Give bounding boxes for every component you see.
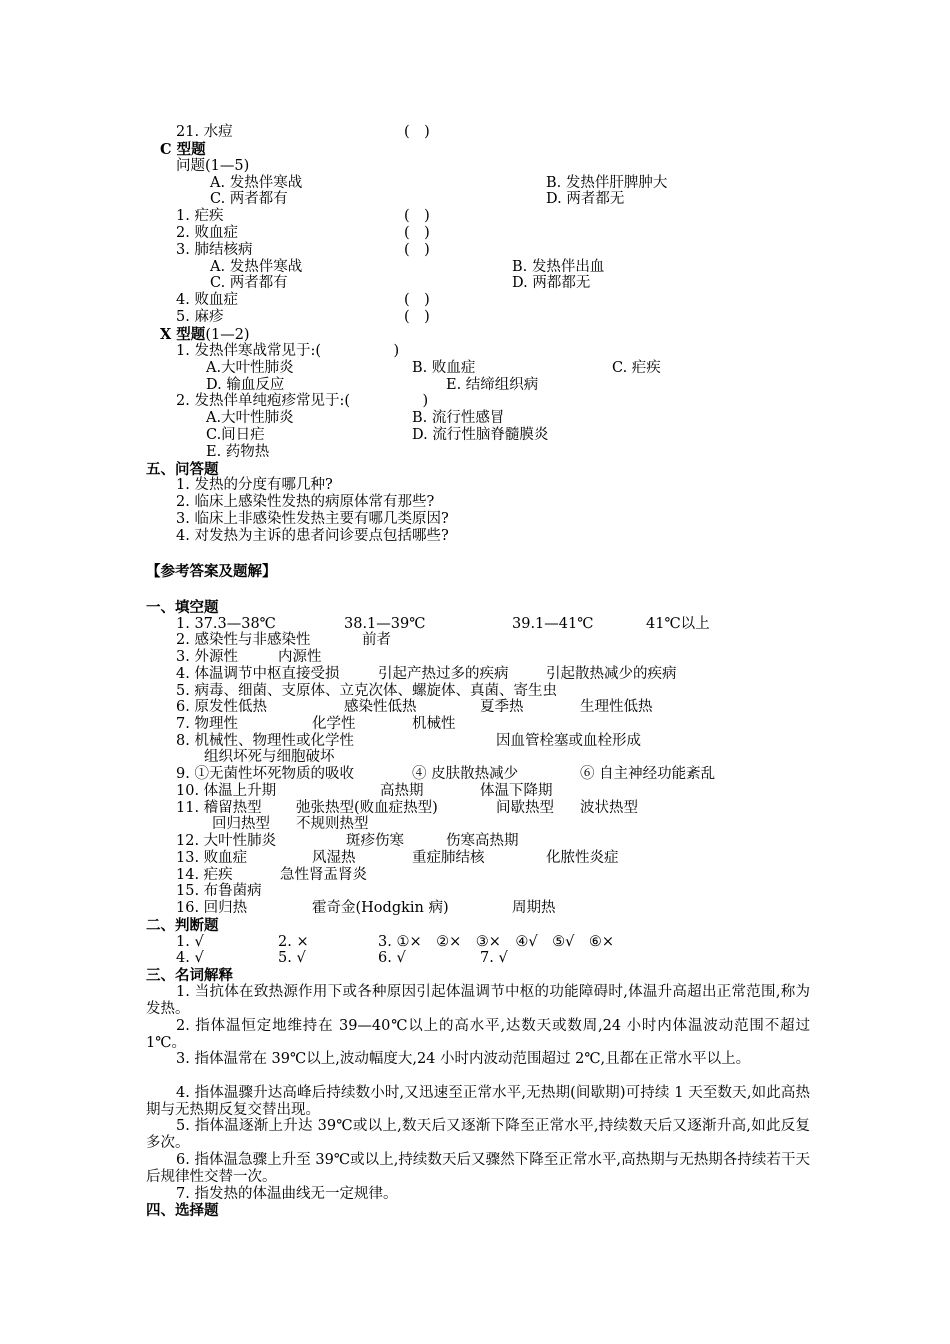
x-option-b: B. 败血症: [412, 360, 476, 376]
section-title-term: 三、名词解释: [146, 967, 233, 984]
fill-answer-13c: 重症肺结核: [412, 850, 485, 866]
c-question-5: 5. 麻疹: [176, 309, 224, 325]
essay-question-3: 3. 临床上非感染性发热主要有哪几类原因?: [176, 511, 449, 527]
fill-answer-6a: 6. 原发性低热: [176, 699, 267, 715]
question-21: 21. 水痘: [176, 124, 233, 140]
c-question-3: 3. 肺结核病: [176, 242, 253, 258]
fill-answer-16b: 霍奇金(Hodgkin 病): [312, 900, 449, 916]
fill-answer-5: 5. 病毒、细菌、支原体、立克次体、螺旋体、真菌、寄生虫: [176, 683, 557, 699]
essay-question-1: 1. 发热的分度有哪几种?: [176, 477, 333, 493]
c-option-b: B. 发热伴肝脾肿大: [546, 175, 668, 191]
judge-answer-7: 7. √: [480, 950, 508, 966]
fill-answer-12b: 斑疹伤寒: [346, 833, 404, 849]
fill-answer-12a: 12. 大叶性肺炎: [176, 833, 277, 849]
fill-answer-8a: 8. 机械性、物理性或化学性: [176, 733, 354, 749]
fill-answer-11b: 弛张热型(败血症热型): [296, 800, 438, 816]
section-title-fill: 一、填空题: [146, 599, 219, 616]
section-title-5: 五、问答题: [146, 461, 219, 478]
term-answer-5: 5. 指体温逐渐上升达 39℃或以上,数天后又逐渐下降至正常水平,持续数天后又逐渐升高,如此反复多次。: [146, 1118, 810, 1151]
essay-question-2: 2. 临床上感染性发热的病原体常有那些?: [176, 494, 435, 510]
answer-blank: ( ): [404, 309, 430, 325]
fill-answer-6b: 感染性低热: [344, 699, 417, 715]
term-answer-7: 7. 指发热的体温曲线无一定规律。: [176, 1186, 398, 1202]
fill-answer-6d: 生理性低热: [580, 699, 653, 715]
term-answer-2: 2. 指体温恒定地维持在 39—40℃以上的高水平,达数天或数周,24 小时内体温波动范围不超过 1℃。: [146, 1018, 810, 1051]
term-answer-6: 6. 指体温急骤上升至 39℃或以上,持续数天后又骤然下降至正常水平,高热期与无热期各持续若干天后规律性交替一次。: [146, 1152, 810, 1185]
fill-answer-8c: 组织坏死与细胞破坏: [204, 749, 335, 765]
x-question-1: 1. 发热伴寒战常见于:( ): [176, 343, 400, 359]
c-option-c: C. 两者都有: [210, 191, 288, 207]
answers-heading: 【参考答案及题解】: [146, 563, 277, 580]
x-option-b: B. 流行性感冒: [412, 410, 505, 426]
answer-blank: ( ): [404, 208, 430, 224]
x-question-2: 2. 发热伴单纯疱疹常见于:( ): [176, 393, 429, 409]
term-answer-3: 3. 指体温常在 39℃以上,波动幅度大,24 小时内波动范围超过 2℃,且都在正常水平以上。: [176, 1051, 751, 1067]
x-option-c: C.间日疟: [206, 427, 265, 443]
fill-answer-13a: 13. 败血症: [176, 850, 248, 866]
term-answer-1: 1. 当抗体在致热源作用下或各种原因引起体温调节中枢的功能障碍时,体温升高超出正常范围,称为发热。: [146, 984, 810, 1017]
judge-answer-3: 3. ①× ②× ③× ④√ ⑤√ ⑥×: [378, 934, 615, 950]
fill-answer-11e: 回归热型: [212, 816, 270, 832]
c-option-d: D. 两都都无: [512, 275, 591, 291]
x-option-d: D. 流行性脑脊髓膜炎: [412, 427, 549, 443]
fill-answer-3a: 3. 外源性: [176, 649, 238, 665]
c-option-a: A. 发热伴寒战: [210, 259, 303, 275]
fill-answer-9c: ⑥ 自主神经功能紊乱: [580, 766, 716, 782]
fill-answer-1c: 39.1—41℃: [512, 616, 594, 632]
c-question-2: 2. 败血症: [176, 225, 238, 241]
answer-blank: ( ): [404, 225, 430, 241]
fill-answer-8b: 因血管栓塞或血栓形成: [496, 733, 641, 749]
fill-answer-7b: 化学性: [312, 716, 356, 732]
section-title-judge: 二、判断题: [146, 917, 219, 934]
fill-answer-2a: 2. 感染性与非感染性: [176, 632, 311, 648]
fill-answer-10a: 10. 体温上升期: [176, 783, 277, 799]
c-option-b: B. 发热伴出血: [512, 259, 605, 275]
fill-answer-1d: 41℃以上: [646, 616, 710, 632]
x-option-d: D. 输血反应: [206, 377, 285, 393]
c-question-1: 1. 疟疾: [176, 208, 224, 224]
fill-answer-15: 15. 布鲁菌病: [176, 883, 262, 899]
judge-answer-6: 6. √: [378, 950, 406, 966]
fill-answer-12c: 伤寒高热期: [446, 833, 519, 849]
fill-answer-16a: 16. 回归热: [176, 900, 248, 916]
x-option-a: A.大叶性肺炎: [206, 410, 294, 426]
fill-answer-14b: 急性肾盂肾炎: [280, 867, 367, 883]
fill-answer-10b: 高热期: [380, 783, 424, 799]
fill-answer-6c: 夏季热: [480, 699, 524, 715]
fill-answer-9b: ④ 皮肤散热减少: [412, 766, 519, 782]
term-answer-4: 4. 指体温骤升达高峰后持续数小时,又迅速至正常水平,无热期(间歇期)可持续 1 天至数天,如此高热期与无热期反复交替出现。: [146, 1085, 810, 1118]
essay-question-4: 4. 对发热为主诉的患者问诊要点包括哪些?: [176, 528, 449, 544]
answer-blank: ( ): [404, 124, 430, 140]
c-question-4: 4. 败血症: [176, 292, 238, 308]
fill-answer-4a: 4. 体温调节中枢直接受损: [176, 666, 340, 682]
fill-answer-13d: 化脓性炎症: [546, 850, 619, 866]
judge-answer-1: 1. √: [176, 934, 204, 950]
c-option-a: A. 发热伴寒战: [210, 175, 303, 191]
section-title-x: X 型题(1—2): [160, 326, 250, 343]
fill-answer-3b: 内源性: [278, 649, 322, 665]
fill-answer-11a: 11. 稽留热型: [176, 800, 262, 816]
fill-answer-11c: 间歇热型: [496, 800, 554, 816]
section-title-choice: 四、选择题: [146, 1202, 219, 1219]
judge-answer-4: 4. √: [176, 950, 204, 966]
judge-answer-2: 2. ×: [278, 934, 309, 950]
fill-answer-9a: 9. ①无菌性坏死物质的吸收: [176, 766, 354, 782]
x-option-e: E. 药物热: [206, 444, 270, 460]
fill-answer-10c: 体温下降期: [480, 783, 553, 799]
x-option-a: A.大叶性肺炎: [206, 360, 294, 376]
fill-answer-1b: 38.1—39℃: [344, 616, 426, 632]
fill-answer-11d: 波状热型: [580, 800, 638, 816]
fill-answer-11f: 不规则热型: [296, 816, 369, 832]
x-option-c: C. 疟疾: [612, 360, 661, 376]
fill-answer-13b: 风湿热: [312, 850, 356, 866]
c-group-label: 问题(1—5): [176, 158, 250, 174]
x-option-e: E. 结缔组织病: [446, 377, 539, 393]
fill-answer-7c: 机械性: [412, 716, 456, 732]
fill-answer-4c: 引起散热减少的疾病: [546, 666, 677, 682]
judge-answer-5: 5. √: [278, 950, 306, 966]
answer-blank: ( ): [404, 242, 430, 258]
fill-answer-7a: 7. 物理性: [176, 716, 238, 732]
c-option-d: D. 两者都无: [546, 191, 625, 207]
c-option-c: C. 两者都有: [210, 275, 288, 291]
answer-blank: ( ): [404, 292, 430, 308]
fill-answer-4b: 引起产热过多的疾病: [378, 666, 509, 682]
fill-answer-14a: 14. 疟疾: [176, 867, 233, 883]
section-title-c: C 型题: [160, 141, 206, 158]
fill-answer-2b: 前者: [362, 632, 391, 648]
fill-answer-16c: 周期热: [512, 900, 556, 916]
fill-answer-1a: 1. 37.3—38℃: [176, 616, 276, 632]
